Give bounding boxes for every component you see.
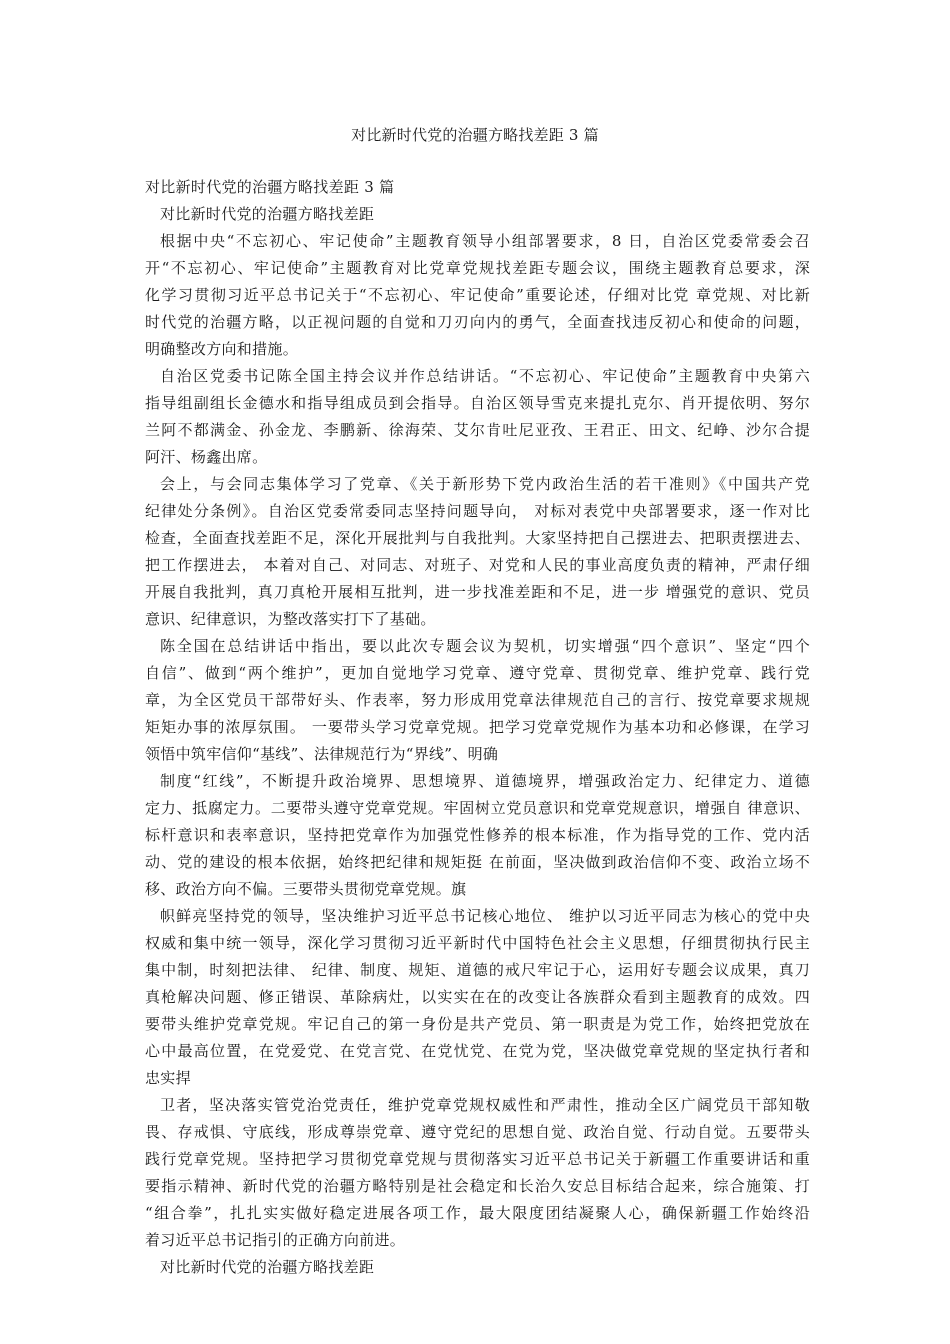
text-line: 对比新时代党的治疆方略找差距 [160, 1258, 375, 1276]
text-line: 着习近平总书记指引的正确方向前进。 [145, 1231, 406, 1249]
text-line: 践行党章党规。坚持把学习贯彻党章党规与贯彻落实习近平总书记关于新疆工作重要讲话和重 [145, 1150, 810, 1168]
text-line: 章，为全区党员干部带好头、作表率，努力形成用党章法律规范自己的言行、按党章要求规规 [145, 691, 810, 709]
text-line: 开“不忘初心、牢记使命”主题教育对比党章党规找差距专题会议，围绕主题教育总要求，深 [145, 259, 810, 277]
text-line: 阿汗、杨鑫出席。 [145, 448, 268, 466]
text-line: 权威和集中统一领导，深化学习贯彻习近平新时代中国特色社会主义思想，仔细贯彻执行民主 [145, 934, 810, 952]
document-body [145, 174, 810, 1281]
text-line: 时代党的治疆方略，以正视问题的自觉和刀刃向内的勇气，全面查找违反初心和使命的问题， [145, 313, 810, 331]
text-line: 标杆意识和表率意识，坚持把党章作为加强党性修养的根本标准，作为指导党的工作、党内活 [145, 826, 810, 844]
text-line: 真枪解决问题、修正错误、革除病灶，以实实在在的改变让各族群众看到主题教育的成效。四 [145, 988, 810, 1006]
text-line: 集中制，时刻把法律、 纪律、制度、规矩、道德的戒尺牢记于心，运用好专题会议成果，真刀 [145, 961, 810, 979]
text-line: 动、党的建设的根本依据，始终把纪律和规矩挺 在前面，坚决做到政治信仰不变、政治立场不 [145, 853, 810, 871]
text-line: 明确整改方向和措施。 [145, 340, 299, 358]
text-line: 会上，与会同志集体学习了党章、《关于新形势下党内政治生活的若干准则》《中国共产党 [160, 475, 810, 493]
text-line: 陈全国在总结讲话中指出，要以此次专题会议为契机，切实增强“四个意识”、坚定“四个 [160, 637, 810, 655]
text-line: 忠实捍 [145, 1069, 191, 1087]
text-line: 纪律处分条例》。自治区党委常委同志坚持问题导向， 对标对表党中央部署要求，逐一作对比 [145, 502, 810, 520]
text-line: 意识、纪律意识，为整改落实打下了基础。 [145, 610, 436, 628]
text-line: 根据中央“不忘初心、牢记使命”主题教育领导小组部署要求，8 日，自治区党委常委会召 [160, 232, 810, 250]
text-line: 开展自我批判，真刀真枪开展相互批判，进一步找准差距和不足，进一步 增强党的意识、党员 [145, 583, 810, 601]
text-line: 要指示精神、新时代党的治疆方略特别是社会稳定和长治久安总目标结合起来，综合施策、打 [145, 1177, 810, 1195]
text-line: 自信”、做到“两个维护”，更加自觉地学习党章、遵守党章、贯彻党章、维护党章、践行党 [145, 664, 810, 682]
text-line: 要带头维护党章党规。牢记自己的第一身份是共产党员、第一职责是为党工作，始终把党放在 [145, 1015, 810, 1033]
text-line: 心中最高位置，在党爱党、在党言党、在党忧党、在党为党，坚决做党章党规的坚定执行者和 [145, 1042, 810, 1060]
text-line: 自治区党委书记陈全国主持会议并作总结讲话。“不忘初心、牢记使命”主题教育中央第六 [160, 367, 810, 385]
text-line: 移、政治方向不偏。三要带头贯彻党章党规。旗 [145, 880, 467, 898]
text-line: 化学习贯彻习近平总书记关于“不忘初心、牢记使命”重要论述，仔细对比党 章党规、对比新 [145, 286, 810, 304]
text-line: 帜鲜亮坚持党的领导，坚决维护习近平总书记核心地位、 维护以习近平同志为核心的党中央 [160, 907, 810, 925]
text-line: 兰阿不都满金、孙金龙、李鹏新、徐海荣、艾尔肯吐尼亚孜、王君正、田文、纪峥、沙尔合提 [145, 421, 810, 439]
text-line: 定力、抵腐定力。二要带头遵守党章党规。牢固树立党员意识和党章党规意识，增强自 律意识、 [145, 799, 810, 817]
text-line: 检查，全面查找差距不足，深化开展批判与自我批判。大家坚持把自己摆进去、把职责摆进去、 [145, 529, 810, 547]
text-line: 指导组副组长金德水和指导组成员到会指导。自治区领导雪克来提扎克尔、肖开提依明、努尔 [145, 394, 810, 412]
text-line: “组合拳”，扎扎实实做好稳定进展各项工作，最大限度团结凝聚人心，确保新疆工作始终沿 [145, 1204, 810, 1222]
text-line: 对比新时代党的治疆方略找差距 3 篇 [145, 178, 395, 196]
text-line: 矩矩办事的浓厚氛围。 一要带头学习党章党规。把学习党章党规作为基本功和必修课，在学习 [145, 718, 810, 736]
text-line: 卫者，坚决落实管党治党责任，维护党章党规权威性和严肃性，推动全区广阔党员干部知敬 [160, 1096, 810, 1114]
text-line: 对比新时代党的治疆方略找差距 [160, 205, 375, 223]
text-line: 畏、存戒惧、守底线，形成尊崇党章、遵守党纪的思想自觉、政治自觉、行动自觉。五要带头 [145, 1123, 810, 1141]
document-title: 对比新时代党的治疆方略找差距 3 篇 [351, 126, 599, 144]
text-line: 制度“红线”，不断提升政治境界、思想境界、道德境界，增强政治定力、纪律定力、道德 [160, 772, 810, 790]
text-line: 领悟中筑牢信仰“基线”、法律规范行为“界线”、明确 [145, 745, 499, 763]
text-line: 把工作摆进去， 本着对自己、对同志、对班子、对党和人民的事业高度负责的精神，严肃仔细 [145, 556, 810, 574]
